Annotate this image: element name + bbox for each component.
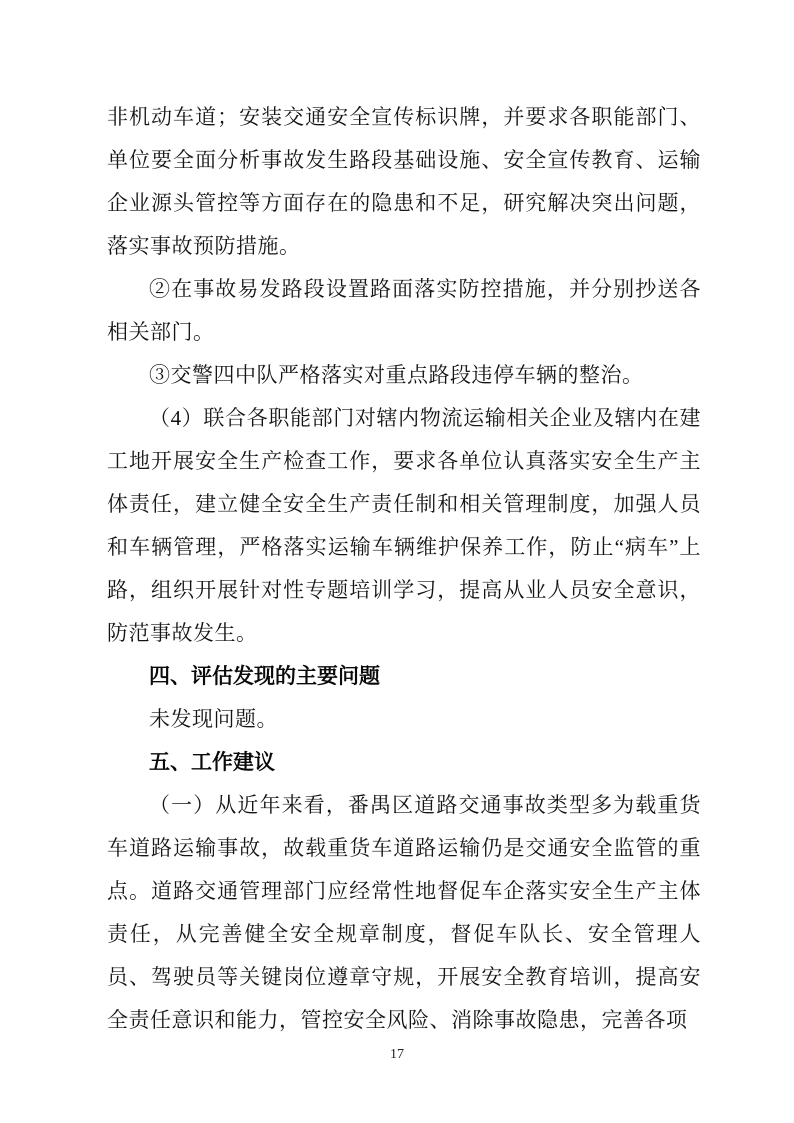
paragraph-measure-4: （4）联合各职能部门对辖内物流运输相关企业及辖内在建工地开展安全生产检查工作，要求各单位认真落实安全生产主体责任，建立健全安全生产责任制和相关管理制度，加强人员和车辆管理，严格落实运输车辆维护保养工作，防止“病车”上路，组织开展针对性专题培训学习，提高从业人员安全意识，防范事故发生。: [107, 406, 701, 645]
paragraph-measure-3: ③交警四中队严格落实对重点路段违停车辆的整治。: [149, 363, 644, 387]
paragraph-no-issues: 未发现问题。: [149, 707, 278, 731]
paragraph-suggestion-1: （一）从近年来看，番禺区道路交通事故类型多为载重货车道路运输事故，故载重货车道路运输仍是交通安全监管的重点。道路交通管理部门应经常性地督促车企落实安全生产主体责任，从完善健全安全规章制度，督促车队长、安全管理人员、驾驶员等关键岗位遵章守规，开展安全教育培训，提高安全责任意识和能力，管控安全风险、消除事故隐患，完善各项: [107, 793, 701, 1032]
document-body: [107, 96, 701, 1042]
paragraph-measure-2: ②在事故易发路段设置路面落实防控措施，并分别抄送各相关部门。: [107, 277, 701, 344]
page-number: 17: [390, 1047, 404, 1062]
paragraph-continuation: 非机动车道；安装交通安全宣传标识牌，并要求各职能部门、单位要全面分析事故发生路段基础设施、安全宣传教育、运输企业源头管控等方面存在的隐患和不足，研究解决突出问题，落实事故预防措施。: [107, 105, 701, 258]
section-heading-5: 五、工作建议: [149, 751, 275, 774]
section-heading-4: 四、评估发现的主要问题: [149, 665, 380, 688]
